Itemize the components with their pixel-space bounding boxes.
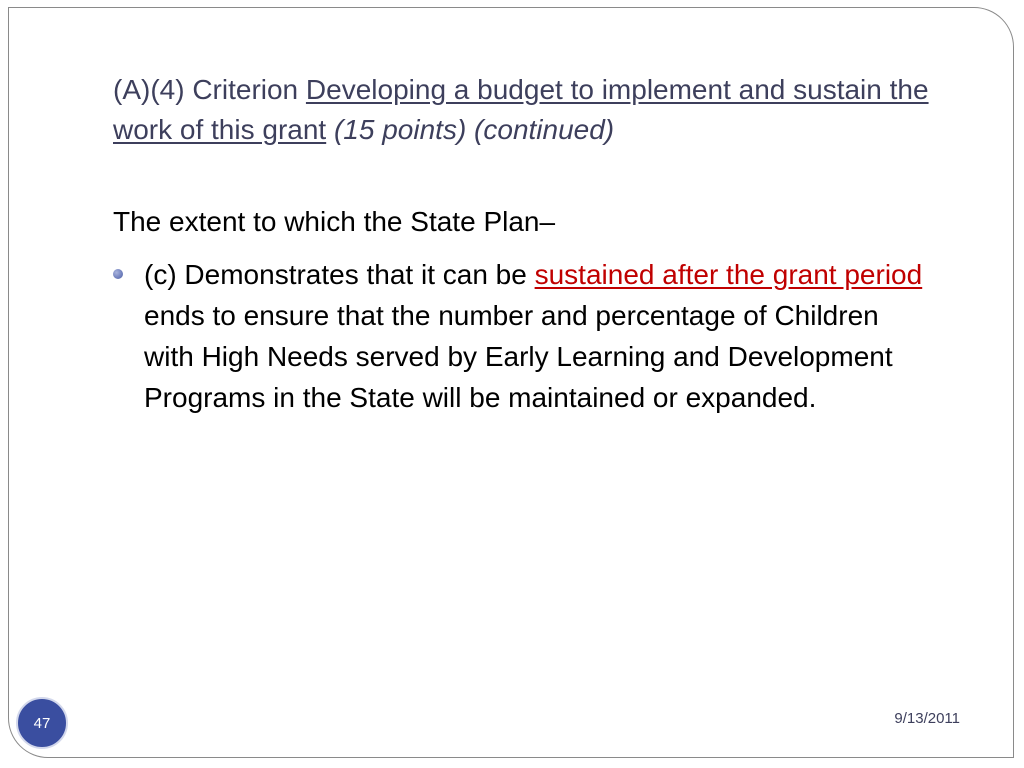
slide-date: 9/13/2011 (894, 710, 960, 727)
bullet-text (144, 254, 924, 418)
bullet-highlight: sustained after the grant period (534, 259, 923, 290)
bullet-rest: ends to ensure that the number and percentage of Children with High Needs served by Early Learning and Development Programs in the State will be maintained or expanded. (144, 300, 893, 413)
title-italic: (15 points) (continued) (326, 114, 615, 145)
title-prefix: (A)(4) Criterion (113, 74, 306, 105)
page-number-badge: 47 (16, 697, 68, 749)
intro-text: The extent to which the State Plan– (113, 206, 556, 237)
slide-title (113, 70, 943, 150)
title-underlined: Developing a budget to implement and sustain the work of this grant (113, 74, 929, 145)
bullet-lead: (c) Demonstrates that it can be (144, 259, 535, 290)
bullet-icon (113, 269, 123, 279)
